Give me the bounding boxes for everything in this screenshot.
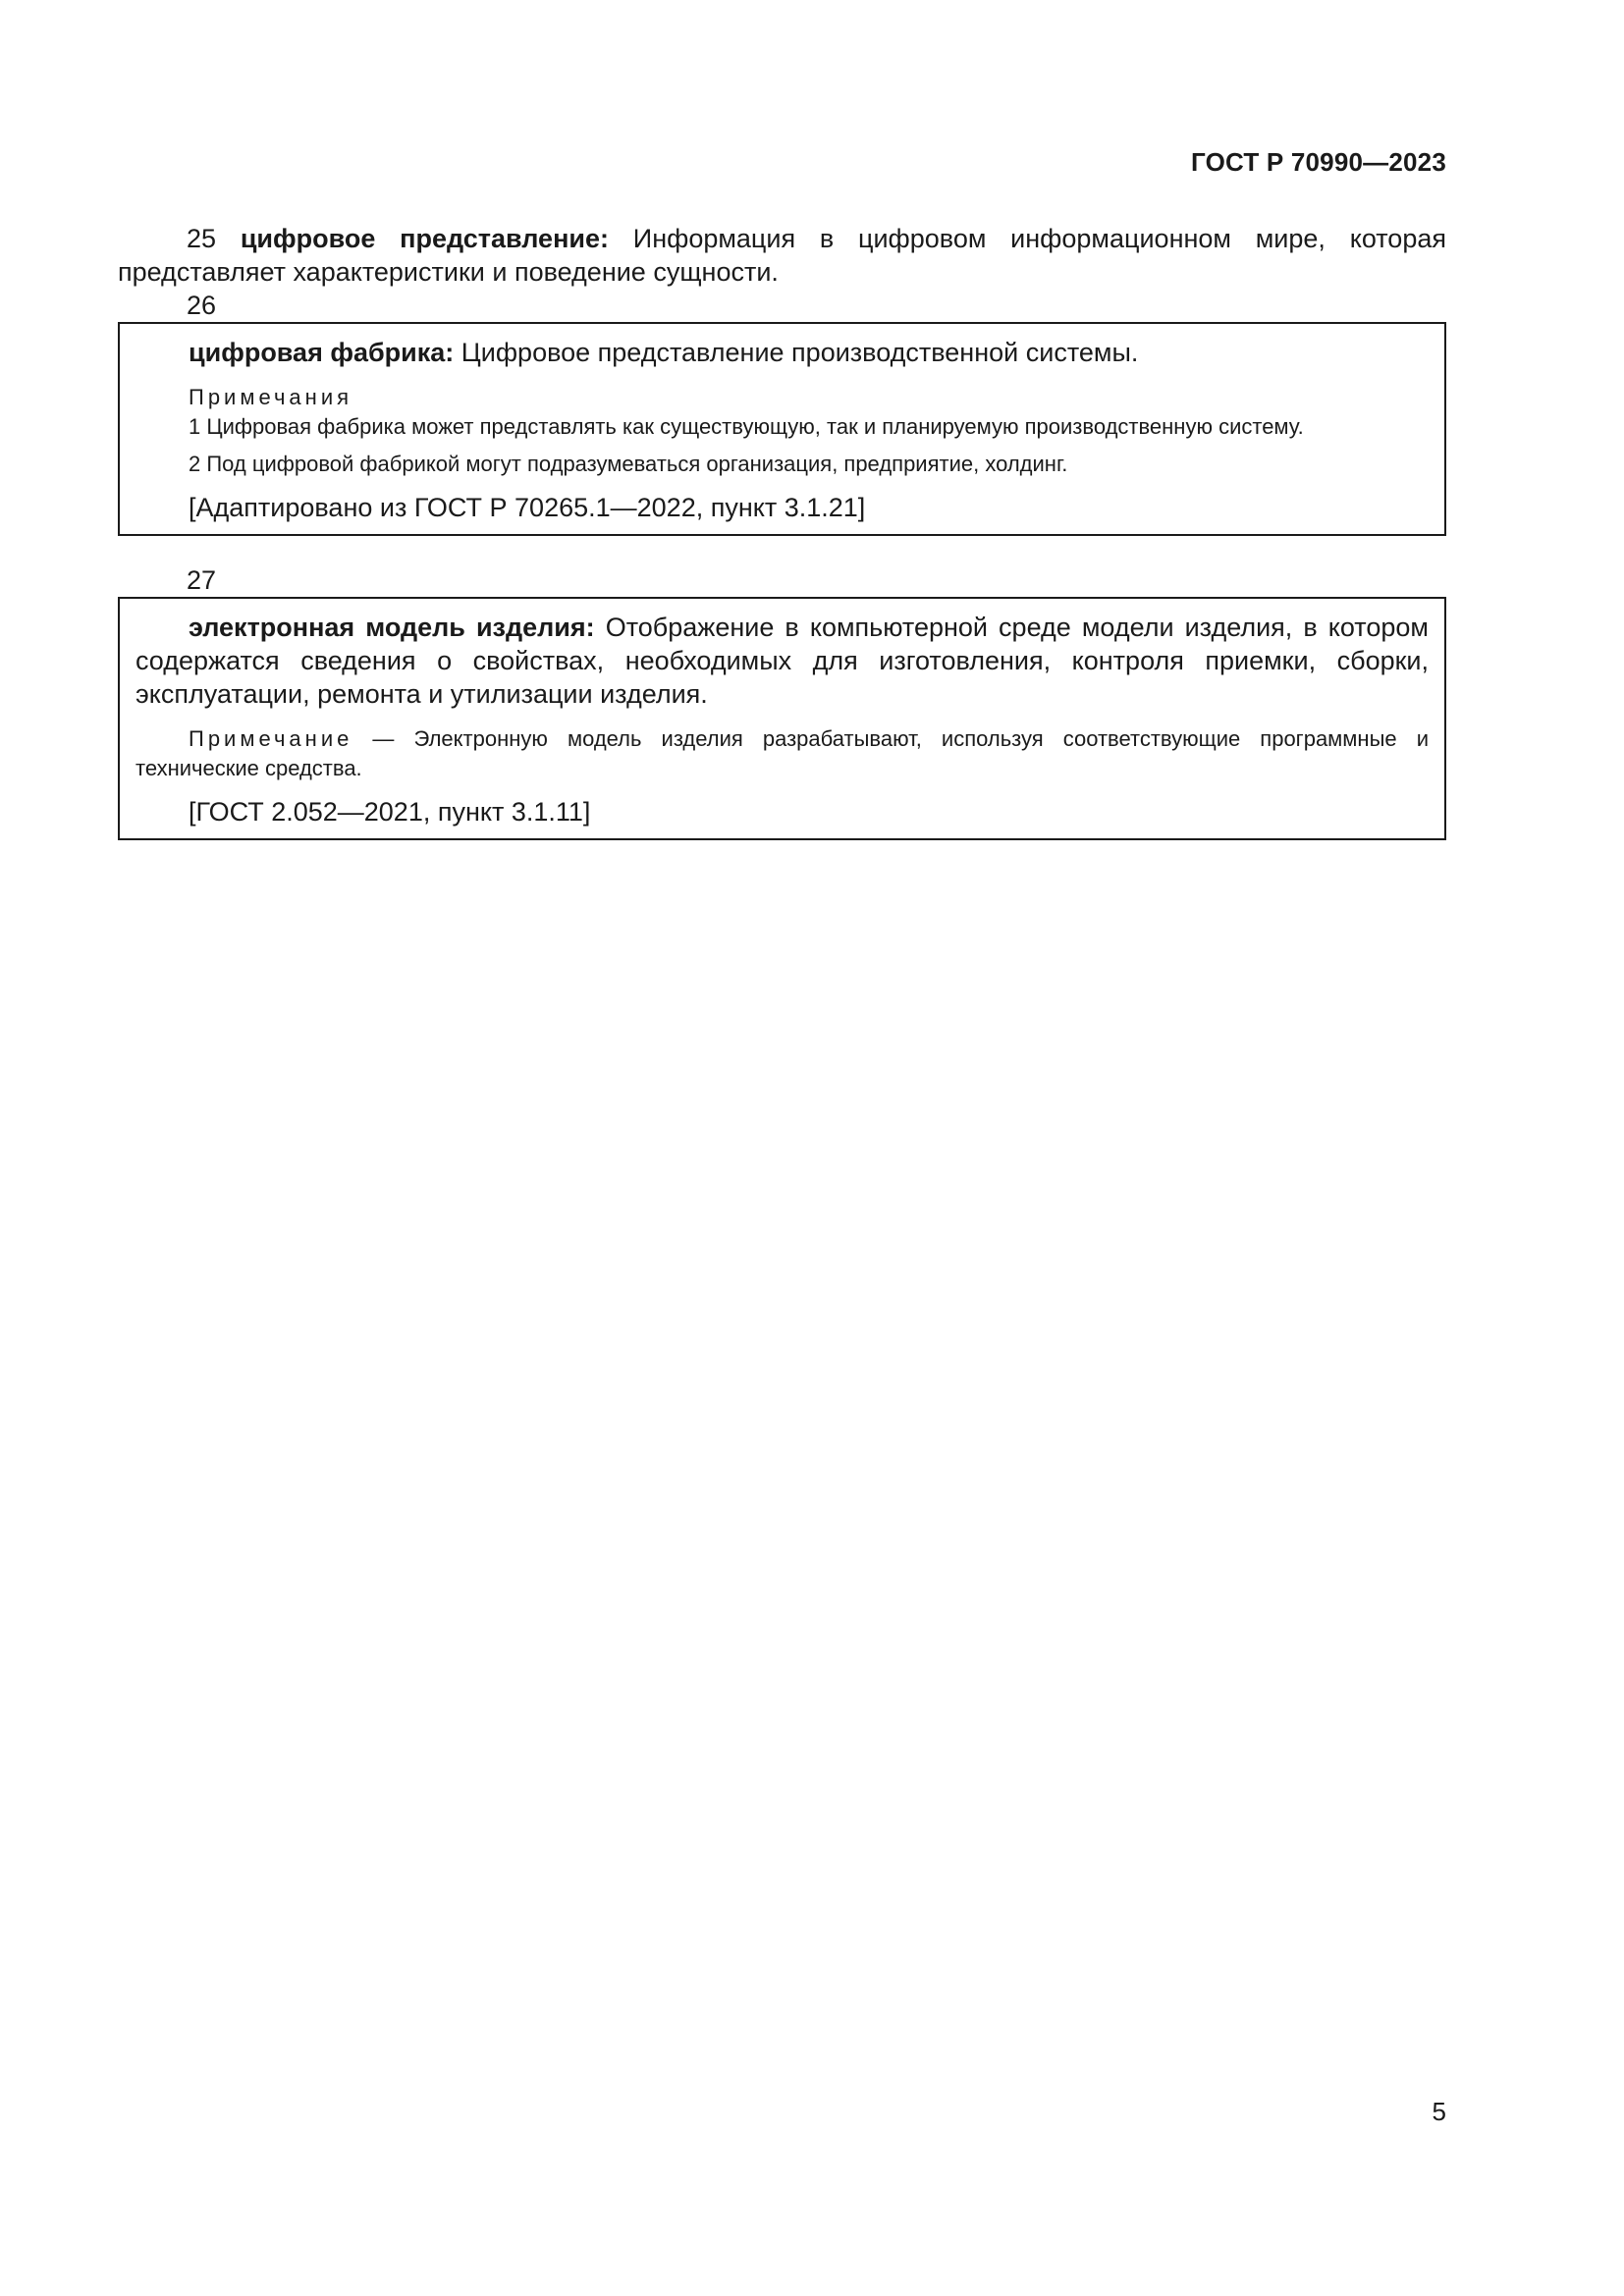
entry-27-box xyxy=(118,597,1446,840)
entry-27-definition: Отображение в компьютерной среде модели изделия, в котором содержатся сведения о свойствах, необходимых для изготовления, контроля приемки, сборки, эксплуатации, ремонта и утилизации изделия. xyxy=(135,613,1429,709)
entry-26-note-1: 1 Цифровая фабрика может представлять как существующую, так и планируемую производственную систему. xyxy=(189,414,1304,439)
entry-27-number: 27 xyxy=(187,565,217,595)
entry-25-term: цифровое представление: xyxy=(240,224,609,253)
entry-26-box xyxy=(118,322,1446,536)
document-header: ГОСТ Р 70990—2023 xyxy=(1191,147,1446,177)
entry-26-number: 26 xyxy=(187,291,217,320)
entry-27-note xyxy=(135,724,1429,783)
entry-26-notes-heading: Примечания xyxy=(189,385,353,409)
entry-27-source: [ГОСТ 2.052—2021, пункт 3.1.11] xyxy=(189,797,591,827)
document-body xyxy=(118,222,1446,840)
entry-27-definition-line xyxy=(135,611,1429,711)
entry-26-source: [Адаптировано из ГОСТ Р 70265.1—2022, пункт 3.1.21] xyxy=(189,493,866,522)
entry-27-note-label: Примечание xyxy=(189,726,353,751)
entry-25-definition: Информация в цифровом информационном мире, которая представляет характеристики и поведение сущности. xyxy=(118,224,1446,287)
entry-26-definition: Цифровое представление производственной системы. xyxy=(460,338,1139,367)
entry-27-term: электронная модель изделия: xyxy=(189,613,595,642)
page-number: 5 xyxy=(1432,2097,1446,2126)
entry-27-note-text: — Электронную модель изделия разрабатывают, используя соответствующие программные и технические средства. xyxy=(135,726,1429,780)
entry-26-note-2: 2 Под цифровой фабрикой могут подразумеваться организация, предприятие, холдинг. xyxy=(189,452,1068,476)
entry-25 xyxy=(118,222,1446,289)
entry-26-term: цифровая фабрика: xyxy=(189,338,455,367)
entry-26-definition-line xyxy=(135,336,1429,369)
entry-25-number: 25 xyxy=(187,224,217,253)
